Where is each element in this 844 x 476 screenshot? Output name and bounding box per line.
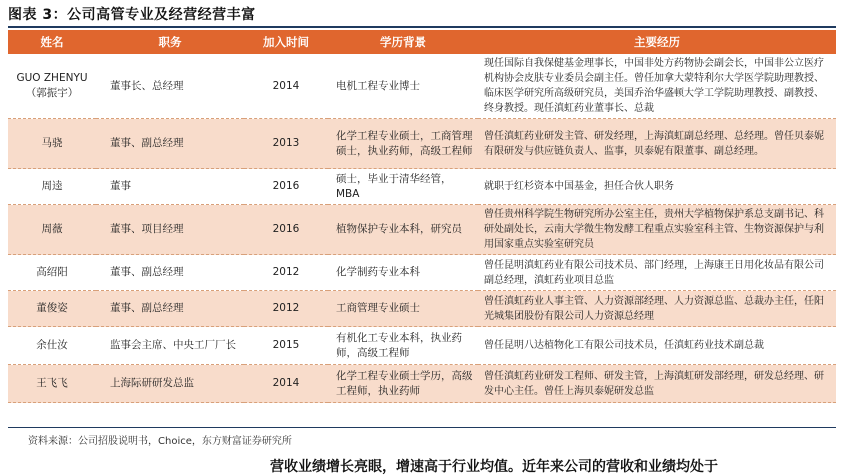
name-secondary: （郭振宇） bbox=[25, 87, 79, 99]
header-duty: 职务 bbox=[96, 30, 244, 54]
cell-name bbox=[8, 54, 96, 119]
cell-exp: 曾任昆明八达植物化工有限公司技术员，任滇虹药业技术副总裁 bbox=[478, 327, 836, 365]
cell-edu: 植物保护专业本科，研究员 bbox=[328, 205, 478, 255]
cell-name: 周薇 bbox=[8, 205, 96, 255]
cell-edu: 硕士，毕业于清华经管，MBA bbox=[328, 169, 478, 205]
executive-table bbox=[8, 30, 836, 403]
cell-exp: 曾任贵州科学院生物研究所办公室主任，贵州大学植物保护系总支副书记、科研处副处长，云南大学微生物发酵工程重点实验室科主管、生物资源保护与利用国家重点实验室研究员 bbox=[478, 205, 836, 255]
cell-duty: 董事、副总经理 bbox=[96, 255, 244, 291]
table-row bbox=[8, 365, 836, 403]
cell-duty: 董事长、总经理 bbox=[96, 54, 244, 119]
source-note: 资料来源：公司招股说明书，Choice，东方财富证券研究所 bbox=[28, 436, 292, 447]
cell-year: 2013 bbox=[244, 119, 328, 169]
table-row bbox=[8, 205, 836, 255]
cell-duty: 董事、项目经理 bbox=[96, 205, 244, 255]
cell-edu: 电机工程专业博士 bbox=[328, 54, 478, 119]
cell-duty: 董事、副总经理 bbox=[96, 119, 244, 169]
cell-exp: 现任国际自我保健基金理事长，中国非处方药物协会副会长，中国非公立医疗机构协会皮肤专业委员会副主任。曾任加拿大蒙特利尔大学医学院助理教授、临床医学研究所高级研究员，美国乔治华盛顿大学工学院助理教授、副教授、终身教授。现任滇虹药业董事长、总裁 bbox=[478, 54, 836, 119]
cell-edu: 化学工程专业硕士学历，高级工程师，执业药师 bbox=[328, 365, 478, 403]
figure-title: 图表 3：公司高管专业及经营经营丰富 bbox=[8, 7, 256, 23]
cell-duty: 董事 bbox=[96, 169, 244, 205]
cell-name: 余仕汝 bbox=[8, 327, 96, 365]
cell-name: 马骁 bbox=[8, 119, 96, 169]
cell-exp: 就职于红杉资本中国基金，担任合伙人职务 bbox=[478, 169, 836, 205]
cell-duty: 监事会主席、中央工厂厂长 bbox=[96, 327, 244, 365]
cell-year: 2015 bbox=[244, 327, 328, 365]
cell-year: 2012 bbox=[244, 255, 328, 291]
title-rule bbox=[8, 26, 836, 28]
cell-name: 王飞飞 bbox=[8, 365, 96, 403]
cell-year: 2014 bbox=[244, 54, 328, 119]
table-row bbox=[8, 255, 836, 291]
source-rule bbox=[8, 427, 836, 428]
cell-edu: 工商管理专业硕士 bbox=[328, 291, 478, 327]
header-year: 加入时间 bbox=[244, 30, 328, 54]
header-name: 姓名 bbox=[8, 30, 96, 54]
table-row bbox=[8, 169, 836, 205]
table-header-row bbox=[8, 30, 836, 54]
header-edu: 学历背景 bbox=[328, 30, 478, 54]
header-exp: 主要经历 bbox=[478, 30, 836, 54]
cell-duty: 上海际研研发总监 bbox=[96, 365, 244, 403]
cell-name: 高绍阳 bbox=[8, 255, 96, 291]
cell-name: 董俊姿 bbox=[8, 291, 96, 327]
table-row bbox=[8, 327, 836, 365]
table-row bbox=[8, 119, 836, 169]
cell-name: 周逵 bbox=[8, 169, 96, 205]
cell-exp: 曾任滇虹药业研发工程师、研发主管，上海滇虹研发部经理，研发总经理、研发中心主任。曾任上海贝泰妮研发总监 bbox=[478, 365, 836, 403]
cell-year: 2014 bbox=[244, 365, 328, 403]
cell-exp: 曾任滇虹药业人事主管、人力资源部经理、人力资源总监、总裁办主任，任阳光城集团股份有限公司人力资源总经理 bbox=[478, 291, 836, 327]
name-primary: GUO ZHENYU bbox=[16, 72, 88, 84]
cell-exp: 曾任昆明滇虹药业有限公司技术员、部门经理，上海康王日用化妆品有限公司副总经理，滇虹药业项目总监 bbox=[478, 255, 836, 291]
body-text-cutoff: 营收业绩增长亮眼，增速高于行业均值。近年来公司的营收和业绩均处于 bbox=[270, 459, 718, 475]
cell-duty: 董事、副总经理 bbox=[96, 291, 244, 327]
cell-year: 2016 bbox=[244, 169, 328, 205]
table-row bbox=[8, 291, 836, 327]
cell-year: 2016 bbox=[244, 205, 328, 255]
table-row bbox=[8, 54, 836, 119]
cell-edu: 化学制药专业本科 bbox=[328, 255, 478, 291]
cell-year: 2012 bbox=[244, 291, 328, 327]
cell-edu: 有机化工专业本科，执业药师，高级工程师 bbox=[328, 327, 478, 365]
cell-exp: 曾任滇虹药业研发主管、研发经理，上海滇虹副总经理、总经理。曾任贝泰妮有限研发与供应链负责人、监事，贝泰妮有限董事、副总经理。 bbox=[478, 119, 836, 169]
cell-edu: 化学工程专业硕士，工商管理硕士，执业药师，高级工程师 bbox=[328, 119, 478, 169]
